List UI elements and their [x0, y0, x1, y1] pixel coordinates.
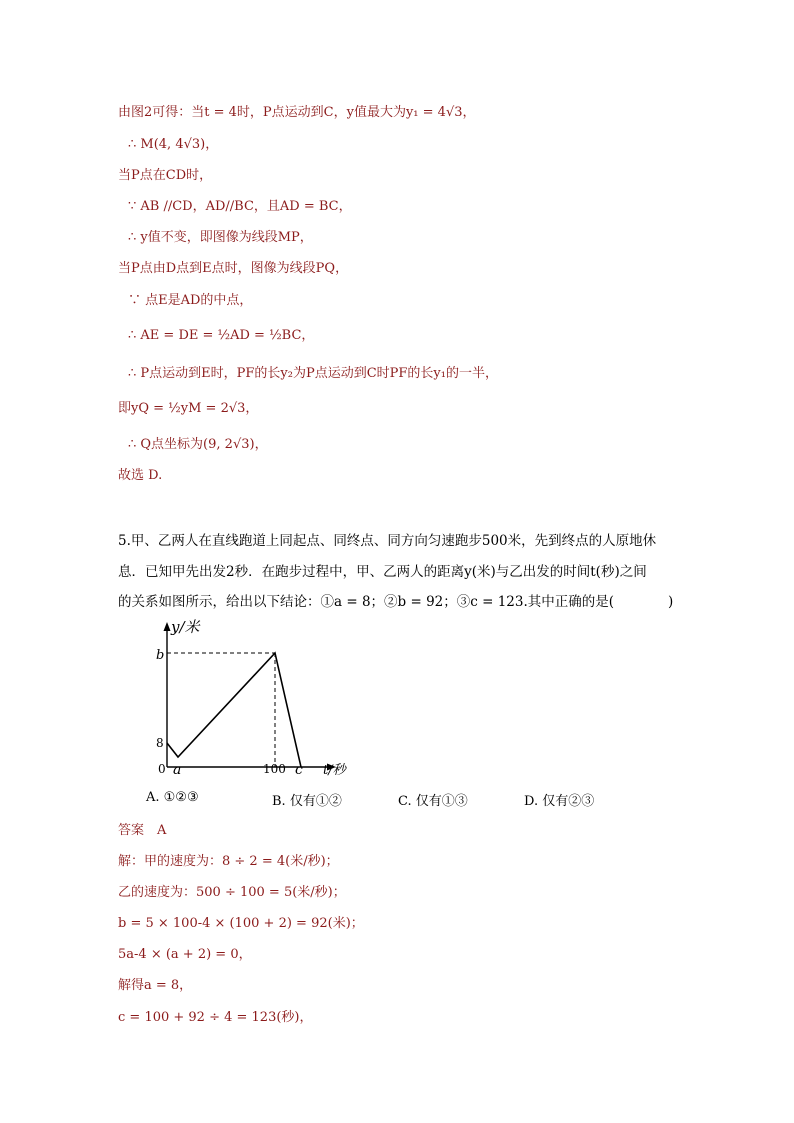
- option-c[interactable]: C. 仅有①③: [398, 794, 468, 809]
- tick-label-a: a: [173, 762, 182, 778]
- solution-line-3: 当P点在CD时，: [118, 168, 213, 183]
- y-axis-arrow: [164, 622, 171, 631]
- question-line-3: 的关系如图所示，给出以下结论：①a = 8；②b = 92；③c = 123.其中正确的是( ): [118, 594, 674, 610]
- solution-step-6: c = 100 + 92 ÷ 4 = 123(秒)，: [118, 1010, 313, 1025]
- tick-label-0: 0: [158, 762, 166, 776]
- solution-line-12: 故选 D.: [118, 468, 163, 483]
- solution-line-7: ∵ 点E是AD的中点，: [128, 293, 253, 308]
- distance-time-graph: [150, 615, 360, 780]
- solution-step-2: 乙的速度为：500 ÷ 100 = 5(米/秒)；: [118, 885, 346, 900]
- solution-step-5: 解得a = 8，: [118, 978, 193, 993]
- solution-line-6: 当P点由D点到E点时，图像为线段PQ，: [118, 261, 349, 276]
- y-axis-label: y/米: [171, 618, 200, 636]
- option-a[interactable]: A. ①②③: [146, 790, 199, 805]
- option-d[interactable]: D. 仅有②③: [524, 794, 595, 809]
- solution-step-3: b = 5 × 100-4 × (100 + 2) = 92(米)；: [118, 916, 364, 931]
- tick-label-b: b: [156, 648, 165, 663]
- x-axis-label: t/秒: [323, 763, 346, 778]
- tick-label-8: 8: [156, 736, 164, 750]
- solution-step-4: 5a-4 × (a + 2) = 0，: [118, 947, 252, 962]
- answer-label: 答案 A: [118, 823, 167, 838]
- solution-line-2: ∴ M(4, 4√3)，: [128, 137, 219, 152]
- distance-polyline: [167, 653, 301, 767]
- solution-line-11: ∴ Q点坐标为(9, 2√3)，: [128, 437, 268, 452]
- solution-step-1: 解：甲的速度为：8 ÷ 2 = 4(米/秒)；: [118, 854, 339, 869]
- option-b[interactable]: B. 仅有①②: [272, 794, 342, 809]
- solution-line-1: 由图2可得：当t = 4时，P点运动到C，y值最大为y₁ = 4√3，: [118, 105, 476, 120]
- solution-line-5: ∴ y值不变，即图像为线段MP，: [128, 230, 313, 245]
- solution-line-9: ∴ P点运动到E时，PF的长y₂为P点运动到C时PF的长y₁的一半，: [128, 366, 498, 381]
- question-line-1: 5.甲、乙两人在直线跑道上同起点、同终点、同方向匀速跑步500米，先到终点的人原地休: [118, 533, 657, 549]
- tick-label-100: 100: [263, 762, 286, 776]
- solution-line-10: 即yQ = ½yM = 2√3，: [118, 401, 259, 416]
- solution-line-4: ∵ AB //CD，AD//BC，且AD = BC，: [128, 199, 352, 214]
- question-line-2: 息．已知甲先出发2秒．在跑步过程中，甲、乙两人的距离y(米)与乙出发的时间t(秒)之间: [118, 564, 647, 580]
- tick-label-c: c: [295, 762, 303, 778]
- solution-line-8: ∴ AE = DE = ½AD = ½BC，: [128, 328, 315, 343]
